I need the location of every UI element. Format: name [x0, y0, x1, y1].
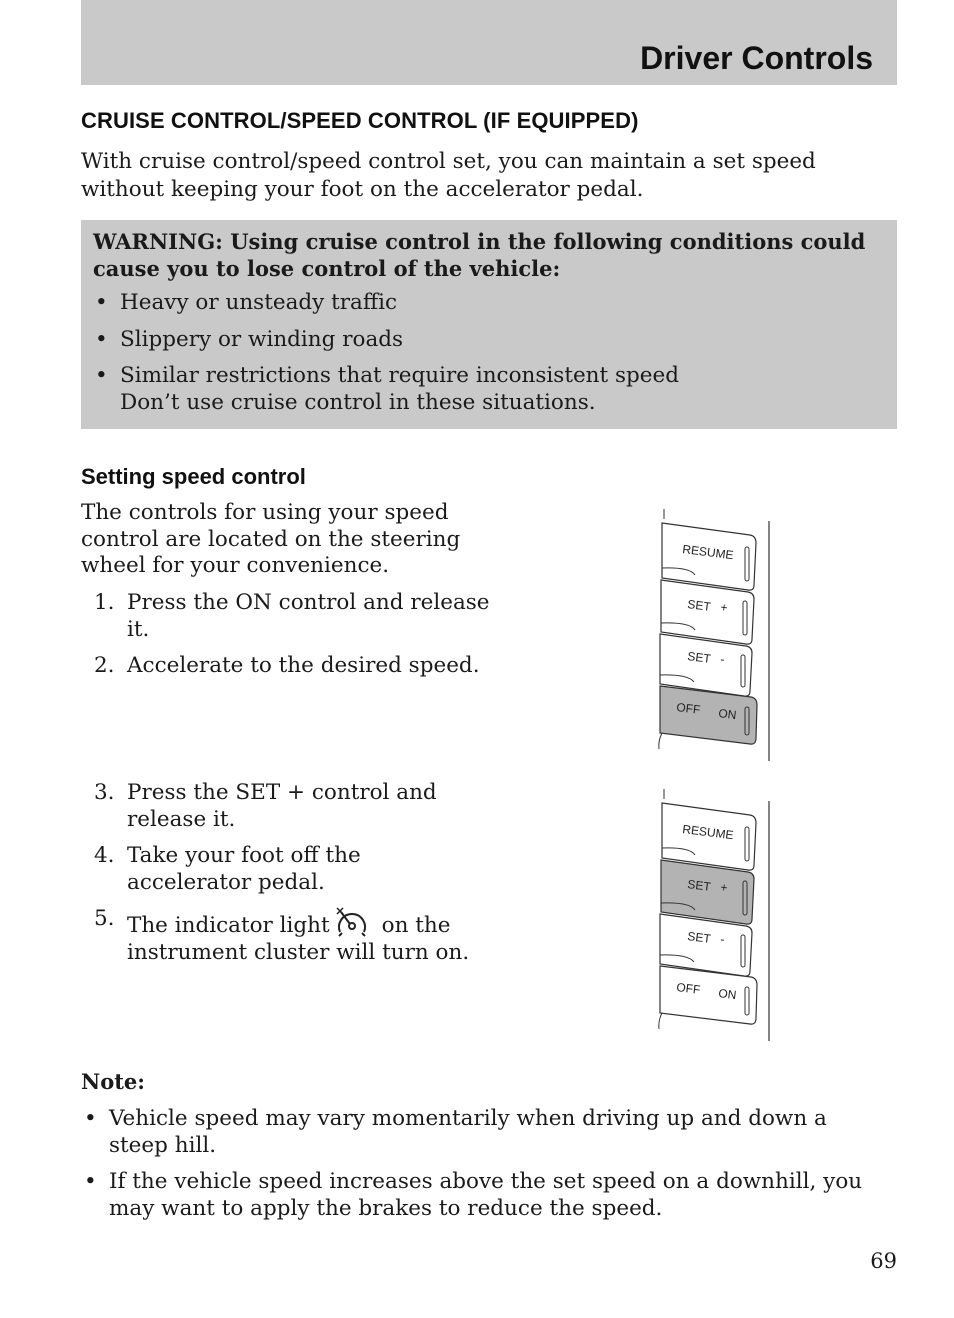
warning-tail: Don’t use cruise control in these situations.: [120, 390, 596, 415]
step-item: [81, 843, 491, 896]
subsection-title: Setting speed control: [81, 464, 306, 489]
step-number: 1.: [94, 590, 115, 615]
step-text-after: on the instrument cluster will turn on.: [127, 913, 470, 965]
resume-button[interactable]: [662, 523, 756, 590]
setting-intro: The controls for using your speed control are located on the steering wheel for your convenience.: [81, 500, 461, 578]
step-item: [81, 780, 491, 833]
step-item: [81, 653, 501, 680]
svg-text:ON: ON: [717, 986, 738, 1003]
steps-list-a: [81, 590, 501, 690]
step-text: Take your foot off the accelerator pedal.: [127, 843, 361, 895]
warning-box: [81, 220, 897, 429]
section-title: CRUISE CONTROL/SPEED CONTROL (IF EQUIPPED): [81, 108, 639, 133]
svg-text:SET: SET: [686, 877, 712, 894]
step-item: [81, 590, 501, 643]
step-number: 4.: [94, 843, 115, 868]
note-item: • Vehicle speed may vary momentarily when driving up and down a steep hill.: [81, 1106, 891, 1159]
svg-text:RESUME: RESUME: [681, 542, 735, 563]
svg-text:-: -: [719, 652, 726, 667]
svg-text:OFF: OFF: [675, 700, 702, 717]
step-text-before: The indicator light: [127, 913, 330, 938]
steps-list-b: [81, 780, 491, 977]
cruise-indicator-icon: [334, 906, 370, 940]
svg-text:+: +: [719, 880, 729, 895]
svg-text:RESUME: RESUME: [681, 822, 735, 843]
page-number: 69: [870, 1249, 897, 1273]
step-number: 2.: [94, 653, 115, 678]
step-number: 3.: [94, 780, 115, 805]
note-list: [81, 1106, 891, 1232]
svg-text:SET: SET: [686, 929, 712, 946]
control-panel-illustration: [650, 785, 780, 1045]
svg-text:ON: ON: [717, 706, 738, 723]
warning-item: • Similar restrictions that require inconsistent speed Don’t use cruise control in these situations.: [93, 362, 679, 416]
step-text: Accelerate to the desired speed.: [127, 653, 480, 678]
note-item: • If the vehicle speed increases above the set speed on a downhill, you may want to apply the brakes to reduce the speed.: [81, 1169, 891, 1222]
resume-button[interactable]: [662, 803, 756, 870]
warning-item: • Slippery or winding roads: [93, 326, 679, 353]
svg-text:SET: SET: [686, 597, 712, 614]
control-panel-set-highlighted: [650, 785, 780, 1049]
svg-text:+: +: [719, 600, 729, 615]
control-panel-on-highlighted: [650, 505, 780, 769]
svg-text:-: -: [719, 932, 726, 947]
page-title: Driver Controls: [640, 40, 873, 76]
section-intro: With cruise control/speed control set, you can maintain a set speed without keeping your foot on the accelerator pedal.: [81, 149, 816, 202]
svg-text:SET: SET: [686, 649, 712, 666]
step-number: 5.: [94, 906, 115, 931]
warning-item: • Heavy or unsteady traffic: [93, 289, 679, 316]
svg-text:OFF: OFF: [675, 980, 702, 997]
warning-list: [93, 289, 679, 426]
set-plus-button[interactable]: [661, 860, 754, 924]
set-plus-button[interactable]: [661, 580, 754, 644]
step-text: Press the SET + control and release it.: [127, 780, 437, 832]
step-item: [81, 906, 491, 967]
note-heading: Note:: [81, 1069, 146, 1094]
warning-heading: WARNING: Using cruise control in the following conditions could cause you to lose control of the vehicle:: [93, 229, 866, 281]
step-text: Press the ON control and release it.: [127, 590, 490, 642]
header-band: [81, 0, 897, 85]
control-panel-illustration: [650, 505, 780, 765]
